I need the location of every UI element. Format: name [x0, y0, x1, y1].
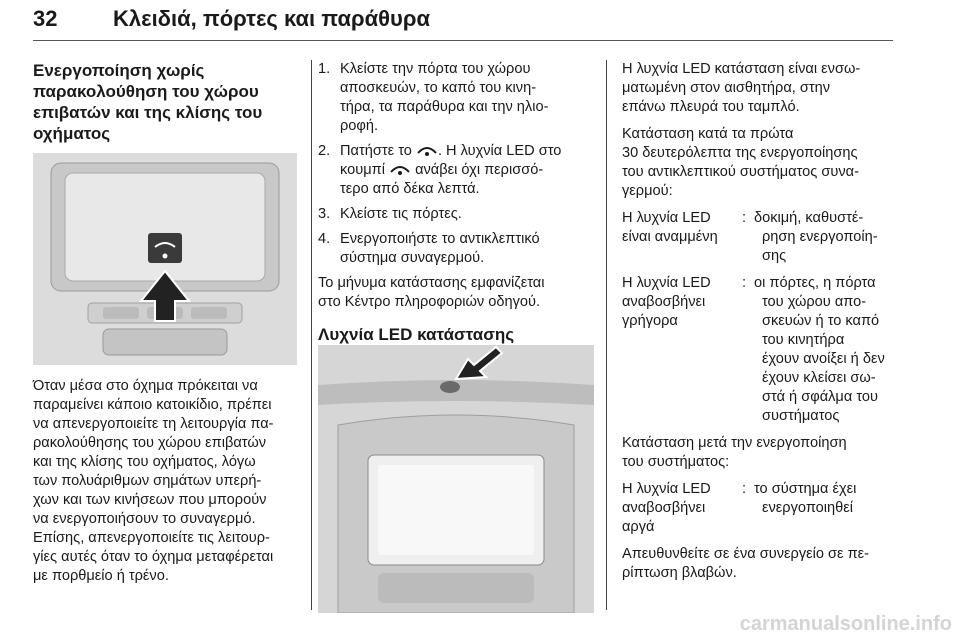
- watermark: carmanualsonline.info: [739, 613, 952, 635]
- column-1: [33, 60, 297, 144]
- column-2: [318, 60, 596, 345]
- step-item: 1. Κλείστε την πόρτα του χώρου αποσκευών, το καπό του κινη- τήρα, τα παράθυρα και την ηλιο- ροφή.: [318, 61, 549, 134]
- after-activation-paragraph: Κατάσταση μετά την ενεργοποίηση του συστήματος:: [622, 435, 847, 470]
- column-3: [622, 60, 894, 583]
- car-alarm-icon: [416, 145, 438, 157]
- step-item: 2. Πατήστε το . Η λυχνία LED στο κουμπί ανάβει όχι περισσό- τερο από δέκα λεπτά.: [318, 143, 562, 197]
- heading-line: επιβατών και της κλίσης του: [33, 103, 263, 122]
- page-header: [33, 6, 893, 40]
- page-number: 32: [33, 6, 58, 31]
- heading-line: παρακολούθηση του χώρου: [33, 82, 259, 101]
- column-1-body: [33, 377, 297, 586]
- steps-list: [318, 60, 596, 268]
- header-divider: [33, 40, 893, 41]
- status-table-row: Η λυχνία LED αναβοσβήνει γρήγορα : οι πόρτες, η πόρτα του χώρου απο- σκευών ή το καπό του κινητήρα έχουν ανοίξει ή δεν έχουν κλείσει σω- στά ή σφάλμα του συστήματος: [622, 275, 885, 424]
- dashboard-illustration: [318, 345, 594, 613]
- car-alarm-icon: [389, 164, 411, 176]
- step-item: 4. Ενεργοποιήστε το αντικλεπτικό σύστημα συναγερμού.: [318, 231, 540, 266]
- info-paragraph: Το μήνυμα κατάστασης εμφανίζεται στο Κέντρο πληροφοριών οδηγού.: [318, 275, 545, 310]
- overhead-console-figure: [33, 153, 297, 365]
- heading-line: Ενεργοποίηση χωρίς: [33, 61, 205, 80]
- page-title: Κλειδιά, πόρτες και παράθυρα: [113, 6, 430, 31]
- pet-warning-paragraph: Όταν μέσα στο όχημα πρόκειται να παραμείνει κάποιο κατοικίδιο, πρέπει να απενεργοποιείτε τη λειτουργία πα- ρακολούθησης του χώρου επιβατών και της κλίσης του οχήματος, λόγω των πολυάριθμων σημάτων υπερή- χων και των κινήσεων που μπορούν να ενεργοποιήσουν το συναγερμό. Επίσης, απενεργοποιείτε τις λειτουρ- γίες αυτές όταν το όχημα μεταφέρεται με πορθμείο ή τρένο.: [33, 378, 274, 584]
- service-paragraph: Απευθυνθείτε σε ένα συνεργείο σε πε- ρίπτωση βλαβών.: [622, 546, 870, 581]
- heading-line: οχήματος: [33, 124, 111, 143]
- led-intro-paragraph: Η λυχνία LED κατάσταση είναι ενσω- ματωμένη στον αισθητήρα, στην επάνω πλευρά του ταμπλό.: [622, 61, 861, 115]
- column-divider: [606, 60, 607, 610]
- status-table-row: Η λυχνία LED είναι αναμμένη : δοκιμή, καθυστέ- ρηση ενεργοποίη- σης: [622, 210, 878, 264]
- overhead-console-illustration: [33, 153, 297, 365]
- first-30s-paragraph: Κατάσταση κατά τα πρώτα 30 δευτερόλεπτα της ενεργοποίησης του αντικλεπτικού συστήματος συνα- γερμού:: [622, 126, 859, 199]
- column-divider: [311, 60, 312, 610]
- dashboard-led-figure: [318, 345, 594, 613]
- led-heading: Λυχνία LED κατάστασης: [318, 325, 515, 344]
- section-heading: [33, 60, 297, 144]
- status-table-row: Η λυχνία LED αναβοσβήνει αργά : το σύστημα έχει ενεργοποιηθεί: [622, 481, 857, 535]
- step-item: 3. Κλείστε τις πόρτες.: [318, 206, 462, 222]
- led-sensor: [440, 381, 460, 393]
